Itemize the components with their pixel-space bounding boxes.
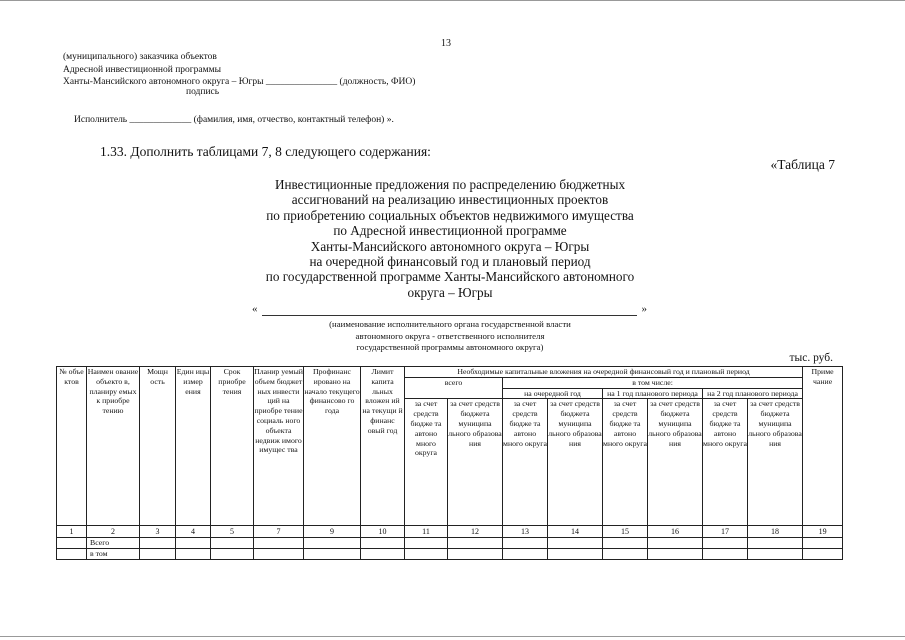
title-line: по Адресной инвестиционной программе bbox=[333, 223, 567, 239]
table-cell bbox=[448, 538, 503, 549]
table-cell bbox=[648, 538, 703, 549]
caption-line: автономного округа - ответственного исполнителя bbox=[355, 330, 545, 341]
column-number: 10 bbox=[361, 526, 405, 538]
column-number: 12 bbox=[448, 526, 503, 538]
caption-line: государственной программы автономного округа) bbox=[356, 342, 544, 352]
column-number: 15 bbox=[603, 526, 648, 538]
column-number: 1 bbox=[57, 526, 87, 538]
table-cell bbox=[748, 538, 803, 549]
row-including-label: в том bbox=[87, 549, 140, 560]
table-cell bbox=[503, 549, 548, 560]
quote-open: « bbox=[252, 303, 258, 315]
signature-line-2: Адресной инвестиционной программы bbox=[63, 64, 222, 75]
header-note: Приме чание bbox=[803, 367, 843, 526]
header-next-year: на очередной год bbox=[503, 388, 603, 399]
column-number: 7 bbox=[254, 526, 304, 538]
table-cell bbox=[176, 549, 211, 560]
page-number: 13 bbox=[441, 38, 451, 49]
column-number: 13 bbox=[503, 526, 548, 538]
blank-line bbox=[262, 315, 637, 316]
table-cell bbox=[176, 538, 211, 549]
row-total-label: Всего bbox=[87, 538, 140, 549]
table-cell bbox=[361, 538, 405, 549]
table-cell bbox=[603, 538, 648, 549]
column-number: 14 bbox=[548, 526, 603, 538]
table-cell bbox=[405, 549, 448, 560]
agency-caption bbox=[250, 319, 650, 354]
title-line: по приобретению социальных объектов недвижимого имущества bbox=[266, 207, 634, 223]
column-number: 4 bbox=[176, 526, 211, 538]
column-number: 2 bbox=[87, 526, 140, 538]
column-number: 19 bbox=[803, 526, 843, 538]
column-number: 5 bbox=[211, 526, 254, 538]
investment-table bbox=[56, 366, 843, 560]
header-municipal-budget: за счет средств бюджета муниципа льного образова ния bbox=[648, 399, 703, 526]
table-cell bbox=[140, 538, 176, 549]
table-cell bbox=[254, 538, 304, 549]
column-number: 3 bbox=[140, 526, 176, 538]
table-cell bbox=[503, 538, 548, 549]
header-financed: Профинанс ировано на начало текущего финансово го года bbox=[304, 367, 361, 526]
column-number: 17 bbox=[703, 526, 748, 538]
signature-block bbox=[63, 51, 415, 89]
header-planned-volume: Планир уемый объем бюджет ных инвести ций на приобре тение социаль ного объекта недвиж имого имущес тва bbox=[254, 367, 304, 526]
paragraph-1-33: 1.33. Дополнить таблицами 7, 8 следующего содержания: bbox=[100, 144, 431, 159]
table-cell bbox=[304, 549, 361, 560]
signature-caption: подпись bbox=[186, 87, 220, 97]
header-units: Един ицы измер ения bbox=[176, 367, 211, 526]
table-cell bbox=[304, 538, 361, 549]
table-cell bbox=[405, 538, 448, 549]
signature-line-3: Ханты-Мансийского автономного округа – Югры _______________ (должность, ФИО) bbox=[63, 77, 416, 87]
header-object-name: Наимен ование объекто в, планиру емых к приобре тению bbox=[87, 367, 140, 526]
table-cell bbox=[603, 549, 648, 560]
table-cell bbox=[211, 538, 254, 549]
column-number: 9 bbox=[304, 526, 361, 538]
table-cell bbox=[211, 549, 254, 560]
bottom-rule bbox=[0, 636, 905, 637]
header-ao-budget: за счет средств бюдже та автоно много округа bbox=[603, 399, 648, 526]
table-cell bbox=[57, 549, 87, 560]
quote-close: » bbox=[641, 303, 647, 315]
table-cell bbox=[254, 549, 304, 560]
header-total: всего bbox=[405, 377, 503, 399]
title-line: ассигнований на реализацию инвестиционных проектов bbox=[291, 192, 609, 208]
column-number: 11 bbox=[405, 526, 448, 538]
table-cell bbox=[703, 538, 748, 549]
table-label: «Таблица 7 bbox=[770, 157, 835, 172]
table-cell bbox=[748, 549, 803, 560]
header-ao-budget: за счет средств бюдже та автоно много округа bbox=[405, 399, 448, 526]
title-line: Ханты-Мансийского автономного округа – Югры bbox=[310, 238, 590, 254]
header-object-number: № объе ктов bbox=[57, 367, 87, 526]
header-ao-budget: за счет средств бюдже та автоно много округа bbox=[703, 399, 748, 526]
header-plan-year-2: на 2 год планового периода bbox=[703, 388, 803, 399]
header-ao-budget: за счет средств бюдже та автоно много округа bbox=[503, 399, 548, 526]
caption-line: (наименование исполнительного органа государственной власти bbox=[329, 319, 571, 329]
table-cell bbox=[803, 538, 843, 549]
header-needed-investment: Необходимые капитальные вложения на очередной финансовый год и плановый период bbox=[405, 367, 803, 378]
table-cell bbox=[803, 549, 843, 560]
table-cell bbox=[448, 549, 503, 560]
title-line: на очередной финансовый год и плановый период bbox=[309, 254, 591, 270]
table-cell bbox=[361, 549, 405, 560]
table-cell bbox=[57, 538, 87, 549]
title-line: Инвестиционные предложения по распределению бюджетных bbox=[274, 177, 626, 192]
executor-line: Исполнитель _____________ (фамилия, имя, отчество, контактный телефон) ». bbox=[74, 115, 394, 125]
signature-line-1: (муниципального) заказчика объектов bbox=[63, 52, 217, 62]
table-cell bbox=[703, 549, 748, 560]
title-line: округа – Югры bbox=[407, 284, 493, 300]
column-number: 18 bbox=[748, 526, 803, 538]
title-line: по государственной программе Ханты-Мансийского автономного bbox=[265, 269, 635, 285]
table-cell bbox=[548, 538, 603, 549]
header-including: в том числе: bbox=[503, 377, 803, 388]
header-limit: Лимит капита льных вложен ий на текущи й финанс овый год bbox=[361, 367, 405, 526]
header-plan-year-1: на 1 год планового периода bbox=[603, 388, 703, 399]
table-cell bbox=[548, 549, 603, 560]
column-number: 16 bbox=[648, 526, 703, 538]
table-cell bbox=[648, 549, 703, 560]
header-municipal-budget: за счет средств бюджета муниципа льного образова ния bbox=[748, 399, 803, 526]
table-cell bbox=[140, 549, 176, 560]
header-capacity: Мощн ость bbox=[140, 367, 176, 526]
top-rule bbox=[0, 0, 905, 1]
header-municipal-budget: за счет средств бюджета муниципа льного образова ния bbox=[548, 399, 603, 526]
header-term: Срок приобре тения bbox=[211, 367, 254, 526]
header-municipal-budget: за счет средств бюджета муниципа льного образова ния bbox=[448, 399, 503, 526]
table-title bbox=[180, 177, 720, 300]
unit-label: тыс. руб. bbox=[789, 352, 833, 364]
